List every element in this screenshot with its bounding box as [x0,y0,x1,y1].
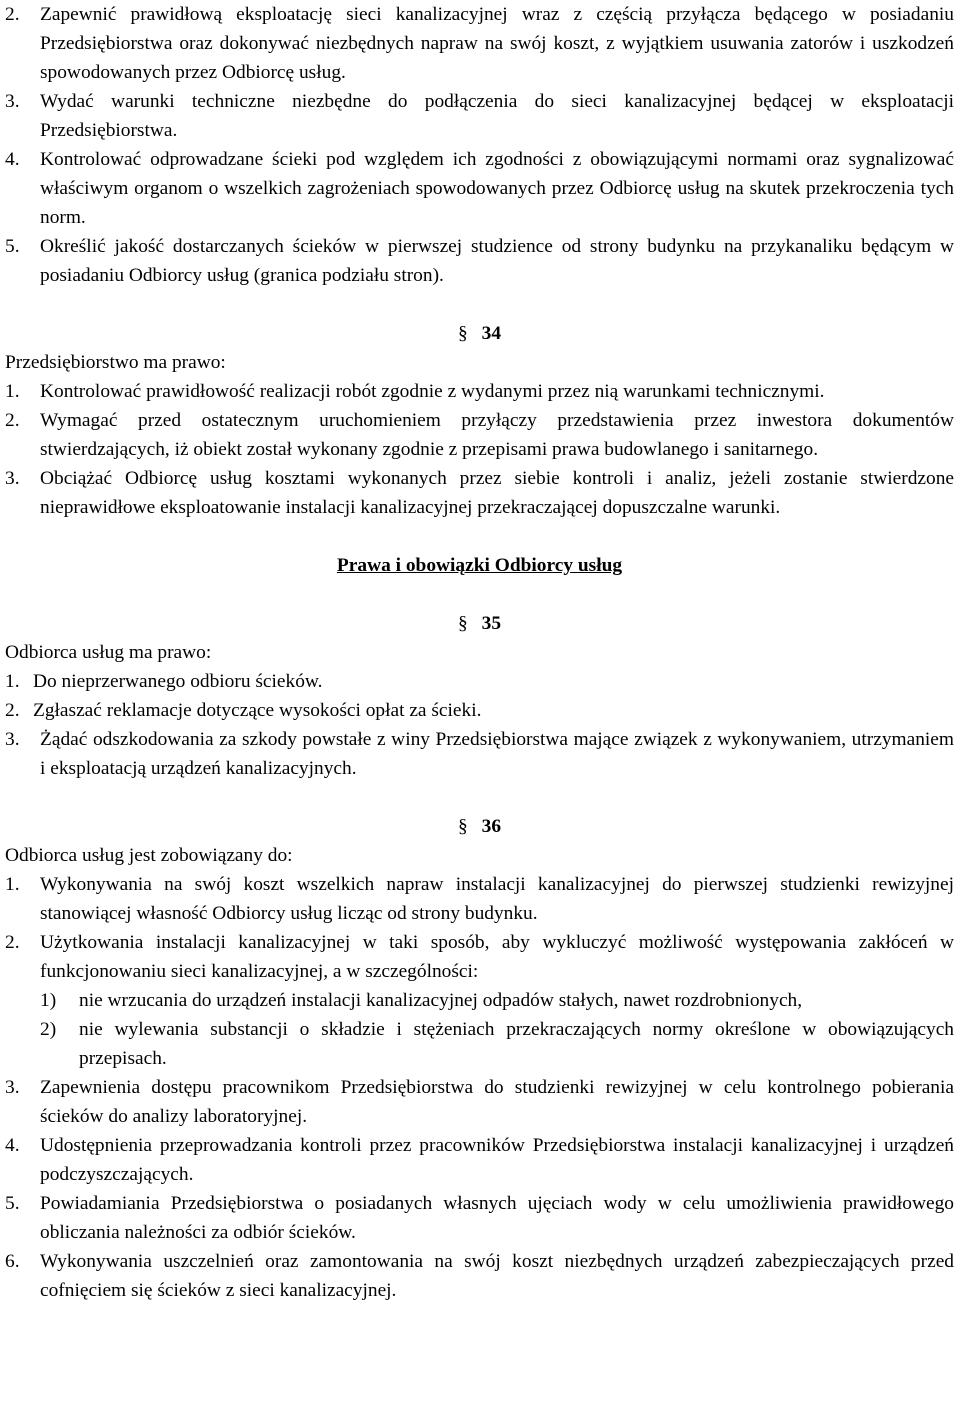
item-text: Użytkowania instalacji kanalizacyjnej w taki sposób, aby wykluczyć możliwość występowania zakłóceń w funkcjonowaniu sieci kanalizacyjnej, a w szczególności: [40,932,954,982]
list-item [5,725,954,783]
item-number: 2. [5,410,20,431]
section-34 [5,319,954,522]
section-number-heading [5,812,954,841]
section-36 [5,812,954,1305]
item-text: Zapewnienia dostępu pracownikom Przedsiębiorstwa do studzienki rewizyjnej w celu kontrolnego pobierania ścieków do analizy laboratoryjnej. [40,1077,954,1127]
paragraph-symbol: § [457,816,468,837]
section-number-heading [5,319,954,348]
subitem-number: 2) [40,1019,57,1040]
item-number: 2. [5,700,20,721]
list-item [5,1247,954,1305]
item-text: Kontrolować odprowadzane ścieki pod względem ich zgodności z obowiązującymi normami oraz sygnalizować właściwym organom o wszelkich zagrożeniach spowodowanych przez Odbiorcę usług na skutek przekroczenia tych norm. [40,149,954,228]
list-item [5,667,954,696]
item-text: Żądać odszkodowania za szkody powstałe z winy Przedsiębiorstwa mające związek z wykonywaniem, utrzymaniem i eksploatacją urządzeń kanalizacyjnych. [40,729,954,779]
section-35 [5,609,954,783]
item-number: 5. [5,1193,20,1214]
list-item [5,406,954,464]
section-intro: Odbiorca usług ma prawo: [5,642,212,663]
item-number: 1. [5,671,20,692]
item-text: Do nieprzerwanego odbioru ścieków. [33,671,323,692]
item-number: 4. [5,1135,20,1156]
sub-list-item [40,1015,954,1073]
list-item [5,870,954,928]
item-text: Powiadamiania Przedsiębiorstwa o posiadanych własnych ujęciach wody w celu umożliwienia prawidłowego obliczania należności za odbiór ścieków. [40,1193,954,1243]
item-number: 3. [5,91,20,112]
list-item [5,232,954,290]
item-text: Zgłaszać reklamacje dotyczące wysokości opłat za ścieki. [33,700,482,721]
item-number: 3. [5,729,20,750]
item-number: 3. [5,468,20,489]
item-number: 2. [5,932,20,953]
item-text: Wykonywania uszczelnień oraz zamontowania na swój koszt niezbędnych urządzeń zabezpieczających przed cofnięciem się ścieków z sieci kanalizacyjnej. [40,1251,954,1301]
item-text: Wymagać przed ostatecznym uruchomieniem przyłączy przedstawienia przez inwestora dokumentów stwierdzających, iż obiekt został wykonany zgodnie z przepisami prawa budowlanego i sanitarnego. [40,410,954,460]
section-number: 34 [481,323,502,344]
list-item [5,928,954,986]
item-number: 2. [5,4,20,25]
item-text: Zapewnić prawidłową eksploatację sieci kanalizacyjnej wraz z częścią przyłącza będącego w posiadaniu Przedsiębiorstwa oraz dokonywać niezbędnych napraw na swój koszt, z wyjątkiem usuwania zatorów i uszkodzeń spowodowanych przez Odbiorcę usług. [40,4,954,83]
list-item [5,696,954,725]
list-item [5,1073,954,1131]
section-intro: Przedsiębiorstwo ma prawo: [5,352,226,373]
paragraph-symbol: § [457,323,468,344]
item-number: 1. [5,874,20,895]
subitem-text: nie wrzucania do urządzeń instalacji kanalizacyjnej odpadów stałych, nawet rozdrobnionych, [79,990,803,1011]
list-item [5,1189,954,1247]
item-number: 4. [5,149,20,170]
item-text: Udostępnienia przeprowadzania kontroli przez pracowników Przedsiębiorstwa instalacji kanalizacyjnej i urządzeń podczyszczających. [40,1135,954,1185]
item-number: 6. [5,1251,20,1272]
list-item [5,87,954,145]
section-number: 35 [481,613,502,634]
paragraph-symbol: § [457,613,468,634]
section-intro: Odbiorca usług jest zobowiązany do: [5,845,293,866]
section-33-tail [5,0,954,290]
item-text: Kontrolować prawidłowość realizacji robót zgodnie z wydanymi przez nią warunkami technicznymi. [40,381,825,402]
item-text: Obciążać Odbiorcę usług kosztami wykonanych przez siebie kontroli i analiz, jeżeli zostanie stwierdzone nieprawidłowe eksploatowanie instalacji kanalizacyjnej przekraczającej dopuszczalne warunki. [40,468,954,518]
section-number-heading [5,609,954,638]
item-text: Określić jakość dostarczanych ścieków w pierwszej studzience od strony budynku na przykanaliku będącym w posiadaniu Odbiorcy usług (granica podziału stron). [40,236,954,286]
list-item [5,464,954,522]
item-number: 1. [5,381,20,402]
item-text: Wykonywania na swój koszt wszelkich napraw instalacji kanalizacyjnej do pierwszej studzienki rewizyjnej stanowiącej własność Odbiorcy usług licząc od strony budynku. [40,874,954,924]
item-number: 3. [5,1077,20,1098]
list-item [5,377,954,406]
list-item [5,0,954,87]
item-text: Wydać warunki techniczne niezbędne do podłączenia do sieci kanalizacyjnej będącej w eksploatacji Przedsiębiorstwa. [40,91,954,141]
subitem-number: 1) [40,990,57,1011]
list-item [5,1131,954,1189]
sub-list-item [40,986,954,1015]
subitem-text: nie wylewania substancji o składzie i stężeniach przekraczających normy określone w obowiązujących przepisach. [79,1019,954,1069]
section-number: 36 [481,816,502,837]
list-item [5,145,954,232]
chapter-heading: Prawa i obowiązki Odbiorcy usług [336,555,623,576]
item-number: 5. [5,236,20,257]
